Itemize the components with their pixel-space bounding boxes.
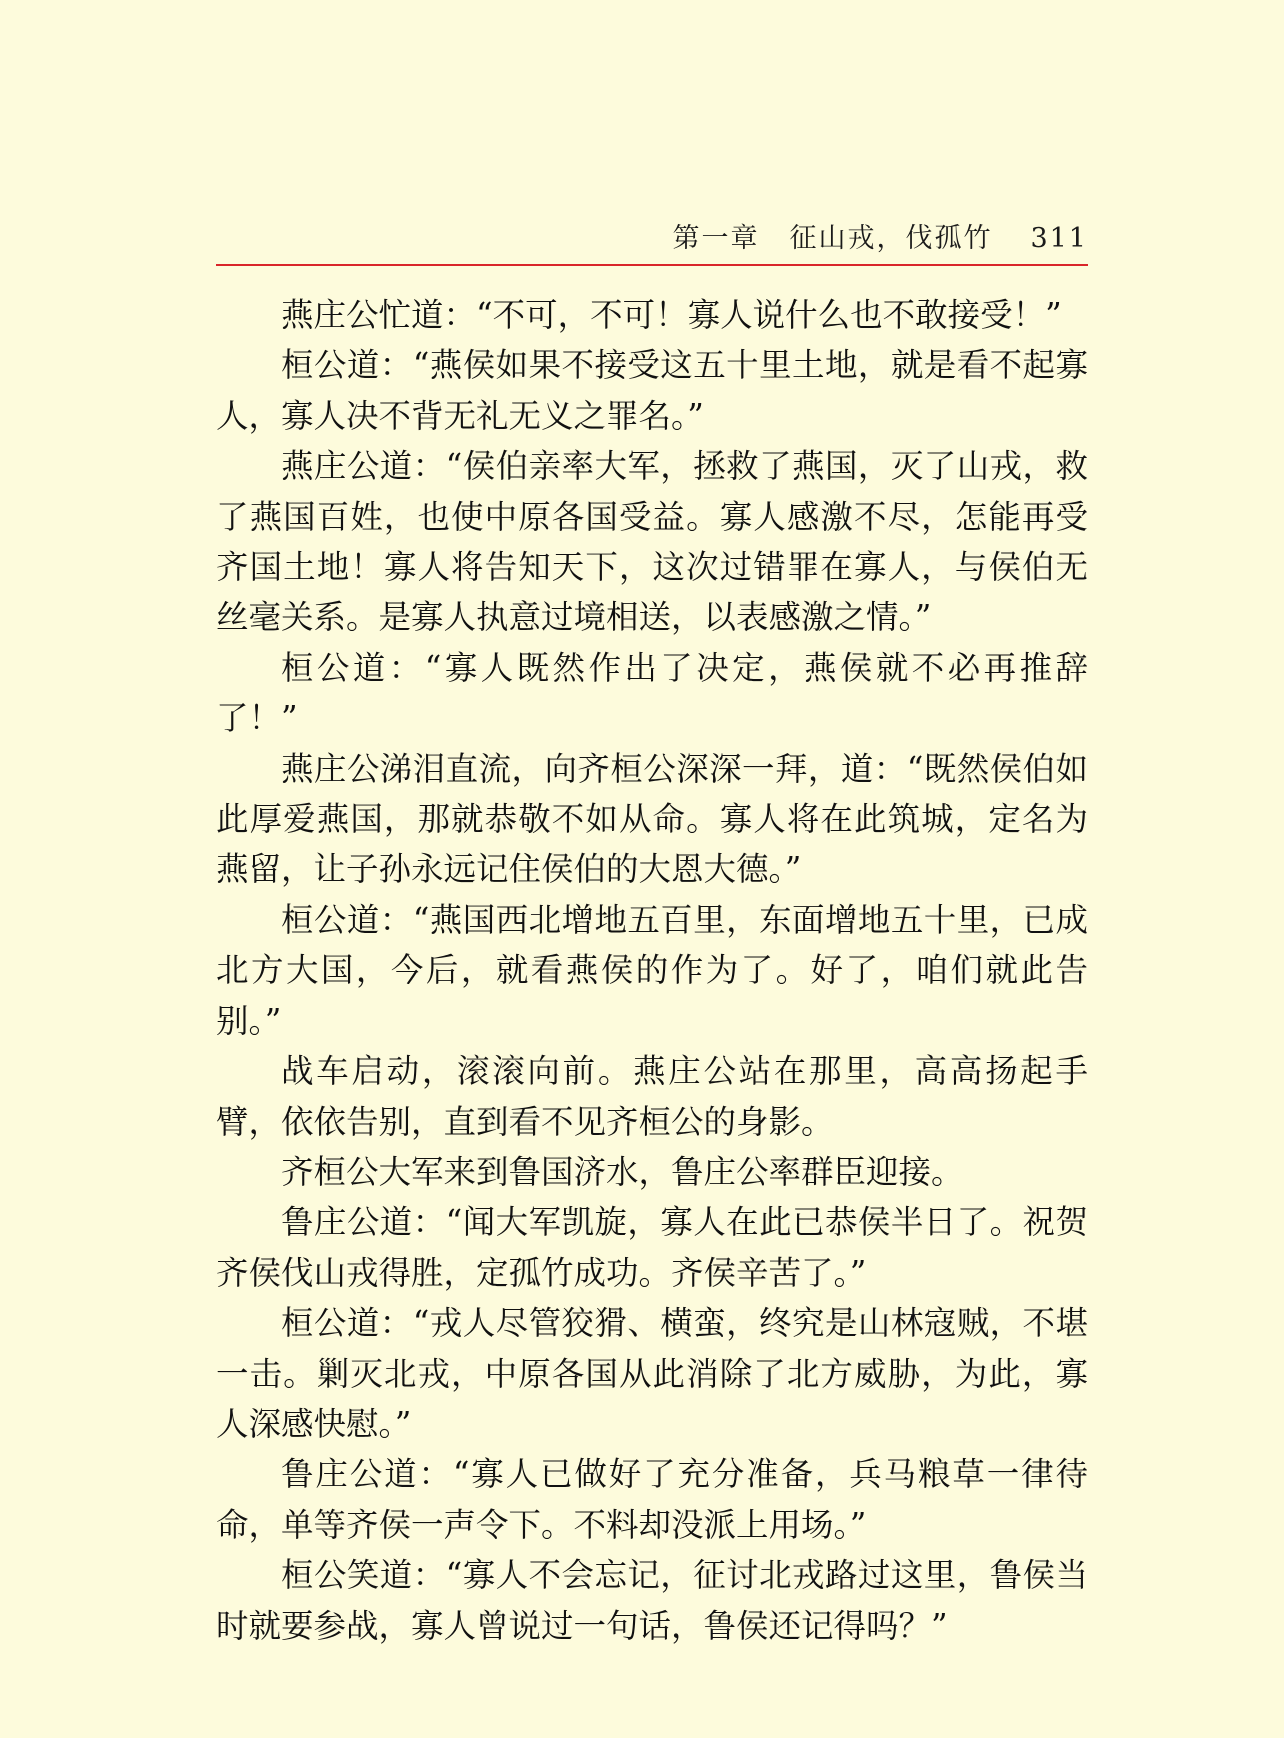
paragraph: 鲁庄公道：“寡人已做好了充分准备，兵马粮草一律待命，单等齐侯一声令下。不料却没派上用场。”	[216, 1455, 1088, 1544]
paragraph: 燕庄公忙道：“不可，不可！寡人说什么也不敢接受！”	[281, 296, 1062, 334]
paragraph: 桓公道：“燕国西北增地五百里，东面增地五十里，已成北方大国，今后，就看燕侯的作为了。好了，咱们就此告别。”	[216, 900, 1088, 1040]
paragraph: 桓公道：“戎人尽管狡猾、横蛮，终究是山林寇贼，不堪一击。剿灭北戎，中原各国从此消除了北方威胁，为此，寡人深感快慰。”	[216, 1304, 1088, 1443]
running-header	[216, 216, 1088, 260]
page-number: 311	[1030, 223, 1088, 254]
body-text	[216, 290, 1088, 1651]
paragraph: 桓公道：“寡人既然作出了决定，燕侯就不必再推辞了！”	[216, 648, 1088, 738]
chapter-label: 第一章	[672, 223, 760, 254]
paragraph: 鲁庄公道：“闻大军凯旋，寡人在此已恭侯半日了。祝贺齐侯伐山戎得胜，定孤竹成功。齐侯辛苦了。”	[216, 1203, 1088, 1292]
paragraph: 桓公道：“燕侯如果不接受这五十里土地，就是看不起寡人，寡人决不背无礼无义之罪名。”	[216, 346, 1088, 435]
paragraph: 燕庄公涕泪直流，向齐桓公深深一拜，道：“既然侯伯如此厚爱燕国，那就恭敬不如从命。寡人将在此筑城，定名为燕留，让子孙永远记住侯伯的大恩大德。”	[216, 749, 1088, 889]
paragraph: 桓公笑道：“寡人不会忘记，征讨北戎路过这里，鲁侯当时就要参战，寡人曾说过一句话，鲁侯还记得吗？”	[216, 1556, 1088, 1645]
paragraph: 战车启动，滚滚向前。燕庄公站在那里，高高扬起手臂，依依告别，直到看不见齐桓公的身影。	[216, 1052, 1088, 1141]
paragraph: 齐桓公大军来到鲁国济水，鲁庄公率群臣迎接。	[281, 1152, 964, 1191]
header-rule	[216, 264, 1088, 266]
paragraph: 燕庄公道：“侯伯亲率大军，拯救了燕国，灭了山戎，救了燕国百姓，也使中原各国受益。寡人感激不尽，怎能再受齐国土地！寡人将告知天下，这次过错罪在寡人，与侯伯无丝毫关系。是寡人执意过境相送，以表感激之情。”	[216, 447, 1088, 637]
chapter-title: 征山戎，伐孤竹	[789, 223, 993, 254]
